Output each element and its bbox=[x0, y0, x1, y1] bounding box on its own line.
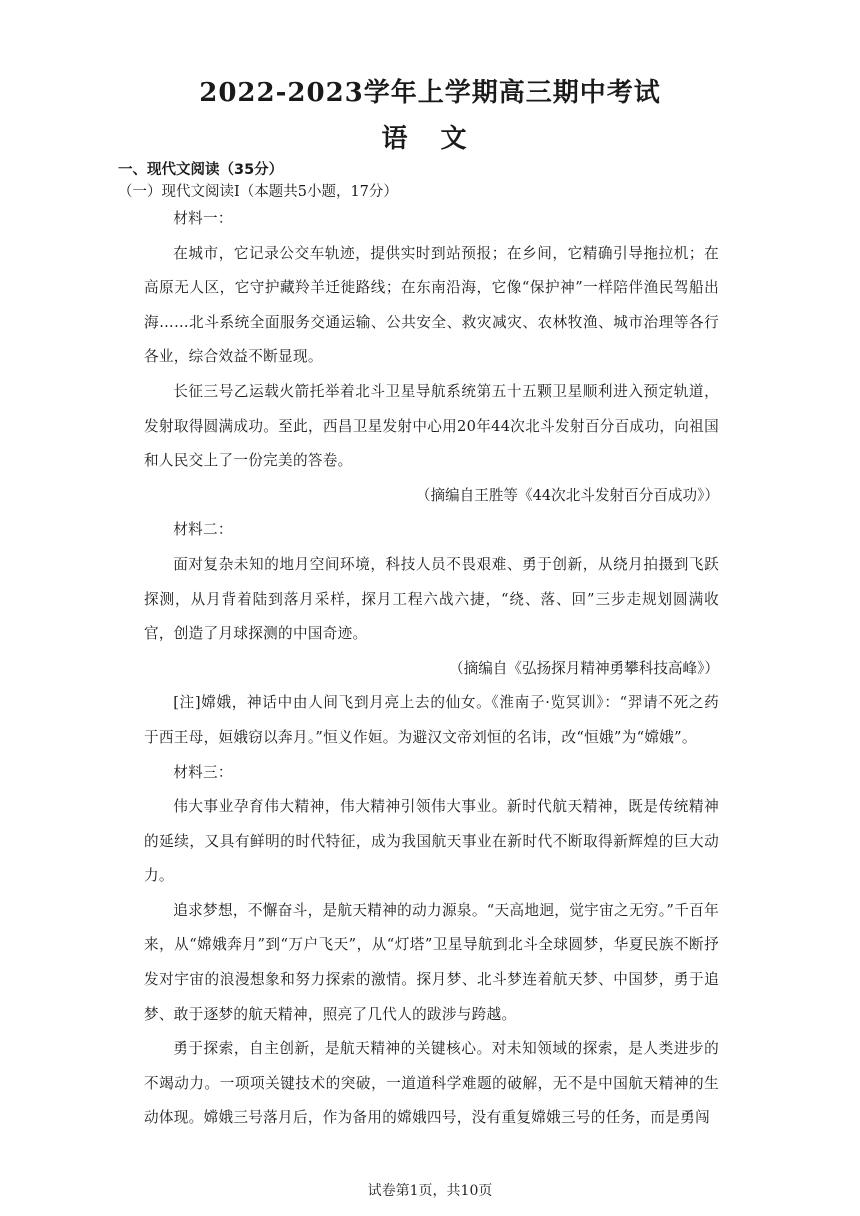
material1-source: （摘编自王胜等《44次北斗发射百分百成功》） bbox=[415, 486, 719, 504]
material3-paragraph-2: 追求梦想，不懈奋斗，是航天精神的动力源泉。“天高地迥，觉宇宙之无穷。”千百年来，从“嫦娥奔月”到“万户飞天”，从“灯塔”卫星导航到北斗全球圆梦，华夏民族不断抒发对宇宙的浪漫想象和努力探索的激情。探月梦、北斗梦连着航天梦、中国梦，勇于追梦、敢于逐梦的航天精神，照亮了几代人的跋涉与跨越。 bbox=[144, 901, 719, 1023]
material3-paragraph-3: 勇于探索，自主创新，是航天精神的关键核心。对未知领域的探索，是人类进步的不竭动力。一项项关键技术的突破，一道道科学难题的破解，无不是中国航天精神的生动体现。嫦娥三号落月后，作为备用的嫦娥四号，没有重复嫦娥三号的任务，而是勇闯 bbox=[144, 1040, 719, 1127]
material2-note: [注]嫦娥，神话中由人间飞到月亮上去的仙女。《淮南子·览冥训》：“羿请不死之药于西王母，姮娥窃以奔月。”恒义作姮。为避汉文帝刘恒的名讳，改“恒娥”为“嫦娥”。 bbox=[144, 694, 719, 746]
material2-label: 材料二： bbox=[173, 521, 233, 539]
subject-title: 语 文 bbox=[381, 124, 479, 154]
material3-label: 材料三： bbox=[173, 763, 233, 781]
material2-source: （摘编自《弘扬探月精神勇攀科技高峰》） bbox=[449, 659, 719, 677]
material3-paragraph-1: 伟大事业孕育伟大精神，伟大精神引领伟大事业。新时代航天精神，既是传统精神的延续，又具有鲜明的时代特征，成为我国航天事业在新时代不断取得新辉煌的巨大动力。 bbox=[144, 798, 719, 885]
material1-paragraph-1: 在城市，它记录公交车轨迹，提供实时到站预报；在乡间，它精确引导拖拉机；在高原无人区，它守护藏羚羊迁徙路线；在东南沿海，它像“保护神”一样陪伴渔民驾船出海……北斗系统全面服务交通运输、公共安全、救灾减灾、农林牧渔、城市治理等各行各业，综合效益不断显现。 bbox=[144, 244, 719, 366]
article-body bbox=[144, 202, 719, 1136]
material2-paragraph-1: 面对复杂未知的地月空间环境，科技人员不畏艰难、勇于创新，从绕月拍摄到飞跃探测，从月背着陆到落月采样，探月工程六战六捷，“绕、落、回”三步走规划圆满收官，创造了月球探测的中国奇迹。 bbox=[144, 555, 719, 643]
material1-paragraph-2: 长征三号乙运载火箭托举着北斗卫星导航系统第五十五颗卫星顺利进入预定轨道，发射取得圆满成功。至此，西昌卫星发射中心用20年44次北斗发射百分百成功，向祖国和人民交上了一份完美的答卷。 bbox=[144, 382, 719, 470]
section-heading: 一、现代文阅读（35分） bbox=[118, 162, 284, 178]
page-footer: 试卷第1页，共10页 bbox=[367, 1183, 493, 1199]
exam-title: 2022-2023学年上学期高三期中考试 bbox=[199, 78, 661, 108]
material1-label: 材料一： bbox=[173, 210, 233, 227]
section-subheading: （一）现代文阅读I（本题共5小题，17分） bbox=[118, 184, 398, 200]
